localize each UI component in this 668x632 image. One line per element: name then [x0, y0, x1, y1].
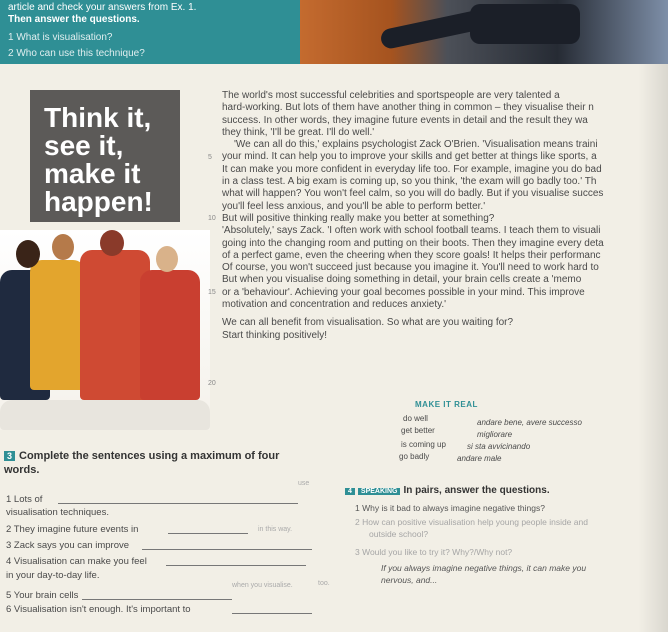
sentence-text: 6 Visualisation isn't enough. It's important to: [6, 604, 191, 615]
article-line: We can all benefit from visualisation. So what are you waiting for?: [222, 317, 514, 329]
article-line: motivation and concentration and reduces anxiety.': [222, 299, 447, 311]
article-line: success. In other words, they imagine future events in detail and the result they wa: [222, 114, 588, 126]
speaking-badge: SPEAKING: [358, 488, 401, 495]
exercise-title: In pairs, answer the questions.: [403, 485, 550, 496]
page-shadow: [638, 64, 668, 632]
top-line: Then answer the questions.: [8, 14, 140, 25]
phrase-it: si sta avvicinando: [467, 442, 531, 451]
article-line: Start thinking positively!: [222, 329, 328, 341]
sentence-text: 5 Your brain cells: [6, 590, 79, 601]
article-line: or a 'behaviour'. Achieving your goal becomes possible in your mind. This improve: [222, 286, 585, 298]
football-team-photo: [0, 230, 210, 430]
line-number: 15: [208, 289, 216, 296]
article-line: of a perfect game, even the cheering when they score goals! It helps their performanc: [222, 249, 601, 261]
top-photo: [300, 0, 668, 66]
answer-blank[interactable]: [168, 533, 248, 534]
title-line: see it,: [44, 130, 124, 161]
top-line: article and check your answers from Ex. 1.: [8, 2, 197, 13]
answer-blank[interactable]: [166, 565, 306, 566]
article-line: It can make you more confident in everyday life too. For example, imagine you do bad: [222, 163, 602, 175]
article-line: 'Absolutely,' says Zack. 'I often work with school football teams. I teach them to visuali: [222, 225, 601, 237]
article-body: [222, 90, 668, 342]
top-instructions-strip: [0, 0, 300, 74]
title-line: Think it,: [44, 102, 152, 133]
faint-text: when you visualise.: [232, 582, 293, 589]
phrase-en: go badly: [399, 452, 430, 461]
phrase-en: get better: [401, 426, 435, 435]
example-answer: If you always imagine negative things, it can make you: [381, 563, 587, 573]
faint-text: in this way.: [258, 526, 293, 533]
sentence-text: visualisation techniques.: [6, 507, 109, 518]
answer-blank[interactable]: [82, 599, 232, 600]
article-line: what will happen? You won't feel calm, so you will do badly. But if you visualise succes: [222, 188, 604, 200]
example-answer: nervous, and...: [381, 575, 438, 585]
phrase-it: migliorare: [477, 430, 513, 439]
faint-text: use: [298, 480, 310, 487]
exercise-3: [0, 450, 360, 632]
article-line: The world's most successful celebrities and sportspeople are very talented a: [222, 90, 560, 101]
exercise-4: [345, 485, 668, 632]
article-line: Of course, you won't succeed just because you imagine it. You'll need to work hard to: [222, 262, 599, 274]
sentence-text: 4 Visualisation can make you feel: [6, 556, 147, 567]
exercise-number: 3: [4, 451, 15, 461]
phrase-en: do well: [403, 414, 428, 423]
sentence-text: 3 Zack says you can improve: [6, 540, 130, 551]
phrase-it: andare bene, avere successo: [477, 418, 582, 427]
phrase-en: is coming up: [401, 440, 446, 449]
sentence-text: 2 They imagine future events in: [6, 524, 139, 535]
exercise-title-cont: words.: [4, 464, 40, 476]
title-line: happen!: [44, 186, 153, 217]
top-question: 2 Who can use this technique?: [8, 48, 145, 59]
make-it-real-title: MAKE IT REAL: [415, 400, 478, 409]
sentence-text: 1 Lots of: [6, 494, 43, 505]
article-line: going into the changing room and putting on their boots. Then they imagine every deta: [222, 237, 604, 249]
answer-blank[interactable]: [142, 549, 312, 550]
phrase-it: andare male: [457, 454, 502, 463]
question-line: 2 How can positive visualisation help young people inside and: [355, 517, 588, 527]
article-line: But when you visualise doing something in detail, your brain cells create a 'memo: [222, 274, 582, 286]
exercise-number: 4: [345, 488, 355, 495]
answer-blank[interactable]: [232, 613, 312, 614]
article-line: you'll feel less anxious, and you'll be able to perform better.': [222, 200, 486, 212]
question-line: 1 Why is it bad to always imagine negative things?: [355, 503, 545, 513]
article-line: 'We can all do this,' explains psychologist Zack O'Brien. 'Visualisation means traini: [234, 139, 598, 151]
article-line: But will positive thinking really make you better at something?: [222, 212, 495, 224]
top-question: 1 What is visualisation?: [8, 32, 113, 43]
line-number: 20: [208, 380, 216, 387]
article-line: in a class test. A big exam is coming up, so you think, 'the exam will go badly too.' Th: [222, 176, 597, 188]
sentence-text: in your day-to-day life.: [6, 570, 100, 581]
make-it-real-box: [395, 398, 668, 478]
article-line: your mind. It can help you to improve your skills and get better at things like sports, a: [222, 151, 597, 163]
answer-blank[interactable]: [58, 503, 298, 504]
article-title-box: [30, 90, 180, 222]
line-number: 10: [208, 215, 216, 222]
question-line: 3 Would you like to try it? Why?/Why not?: [355, 547, 513, 557]
line-number: 5: [208, 154, 212, 161]
title-line: make it: [44, 158, 141, 189]
faint-text: too.: [318, 580, 330, 587]
article-line: hard-working. But lots of them have another thing in common – they visualise their n: [222, 102, 594, 114]
exercise-title: Complete the sentences using a maximum of four: [19, 450, 280, 462]
article-line: they think, 'I'll be great. I'll do well.': [222, 126, 375, 138]
question-line: outside school?: [369, 529, 429, 539]
